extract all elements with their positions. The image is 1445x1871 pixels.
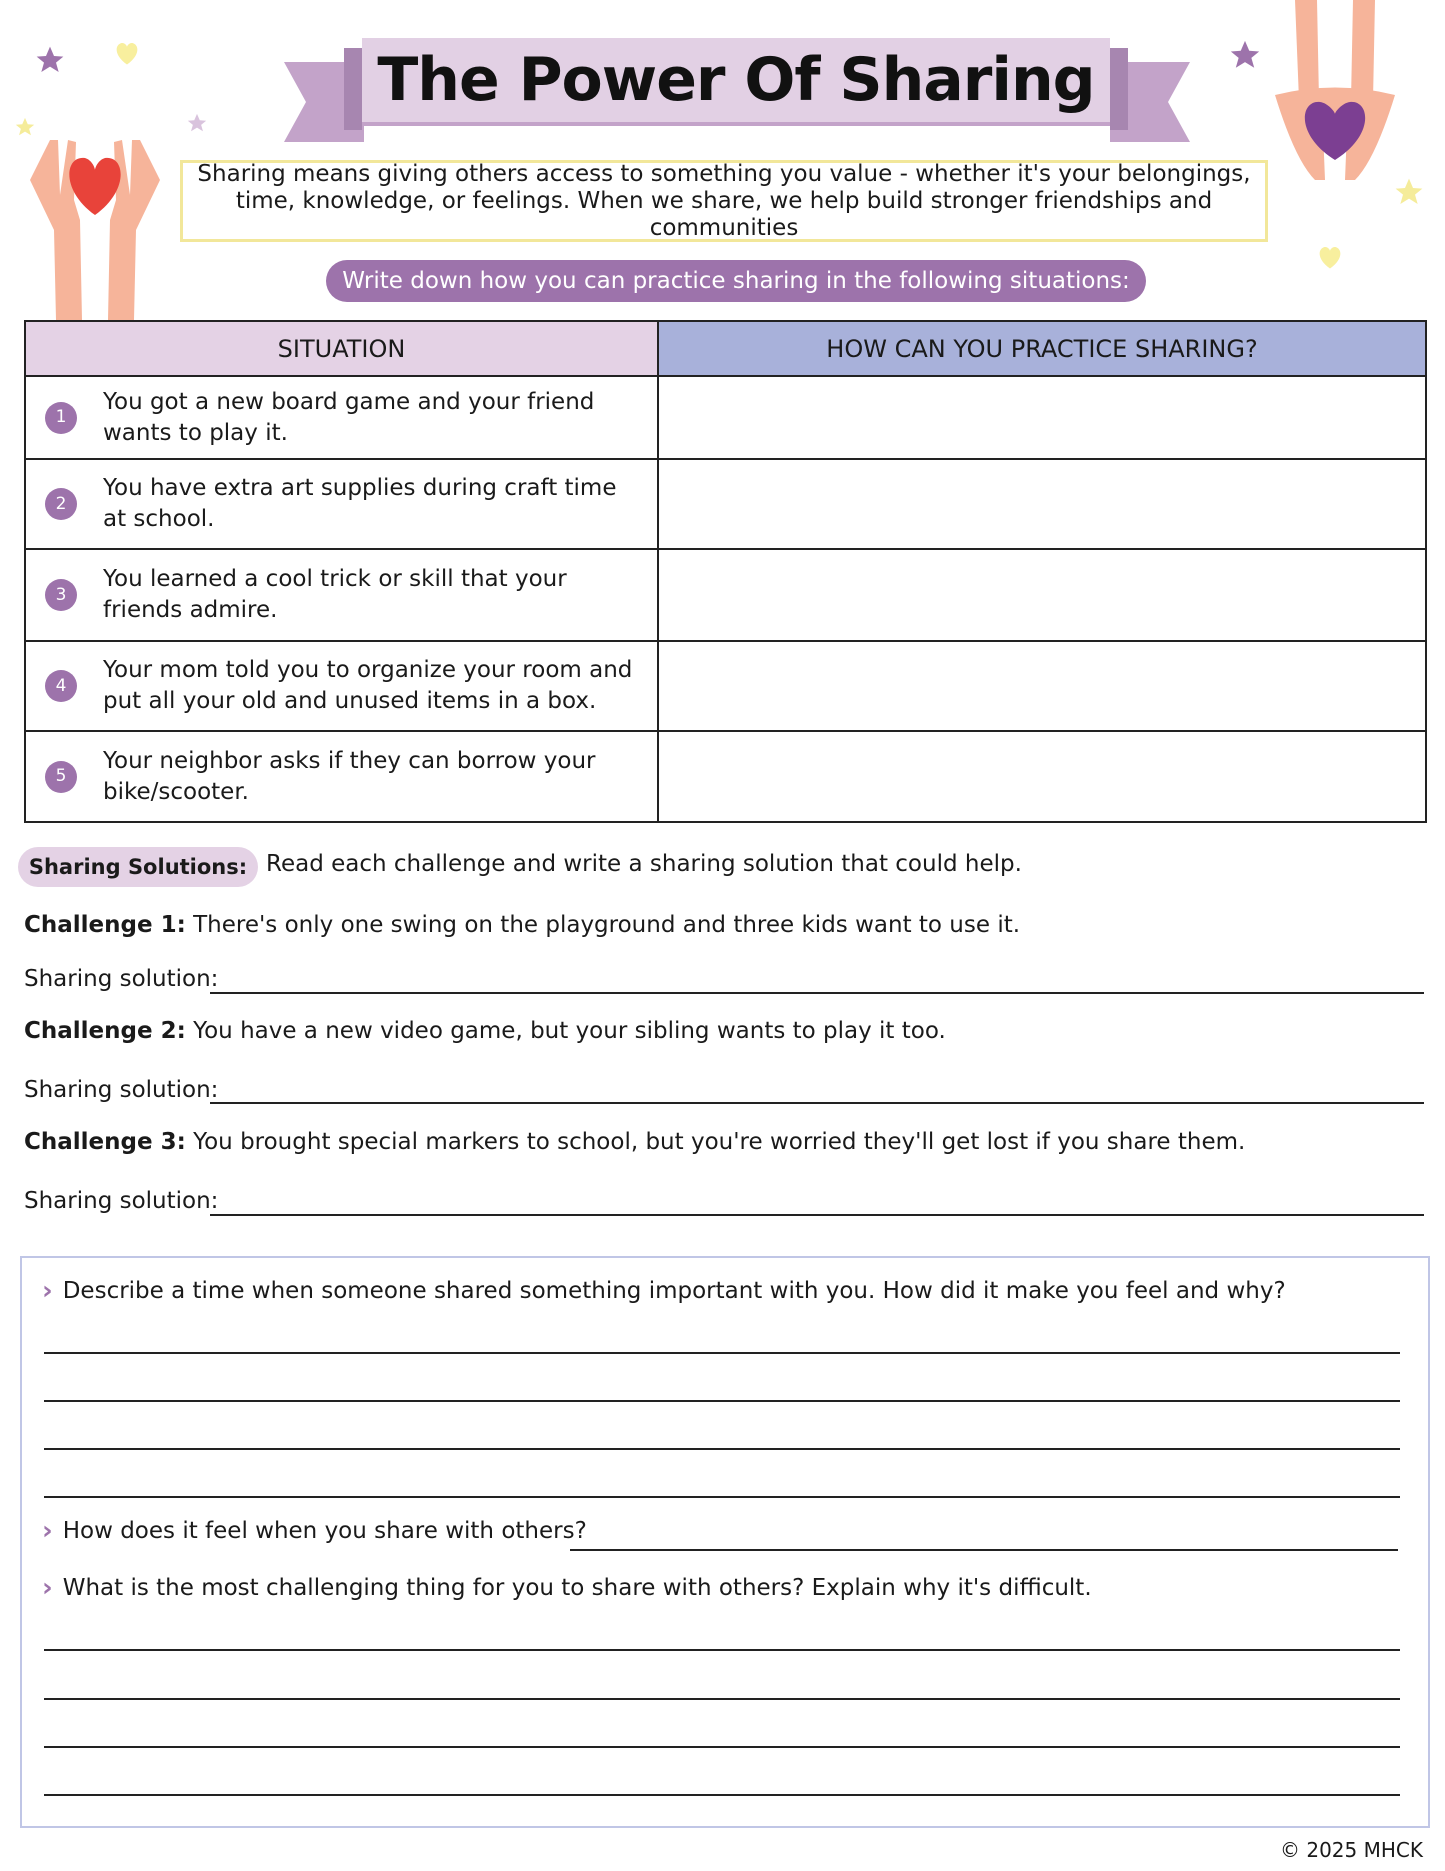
answer-line[interactable] [44, 1649, 1400, 1651]
row-number-badge: 1 [45, 402, 77, 434]
answer-cell[interactable] [658, 376, 1426, 459]
heart-icon [1315, 242, 1345, 270]
challenge-label: Challenge 1: [24, 912, 186, 938]
challenge-1 [24, 912, 1020, 938]
situation-text: You have extra art supplies during craft time at school. [103, 475, 617, 532]
ribbon-fold-left [344, 48, 362, 130]
situation-text: Your mom told you to organize your room and put all your old and unused items in a box. [103, 657, 633, 714]
heart-icon [112, 38, 142, 66]
solution-3-answer-line[interactable] [210, 1214, 1424, 1216]
reflection-question-2 [42, 1516, 587, 1546]
copyright-footer: © 2025 MHCK [1280, 1838, 1423, 1862]
ribbon-fold-right [1110, 48, 1128, 130]
instruction-pill: Write down how you can practice sharing in the following situations: [326, 260, 1146, 302]
reflection-question-3 [42, 1573, 1092, 1603]
answer-cell[interactable] [658, 641, 1426, 731]
challenge-text: You have a new video game, but your sibling wants to play it too. [193, 1018, 946, 1044]
star-icon [14, 116, 36, 138]
table-row [25, 641, 1426, 731]
sharing-solutions-instruction: Read each challenge and write a sharing solution that could help. [266, 851, 1022, 877]
situations-table [24, 320, 1427, 823]
answer-line[interactable] [44, 1746, 1400, 1748]
challenge-label: Challenge 3: [24, 1129, 186, 1155]
row-number-badge: 5 [45, 761, 77, 793]
answer-line[interactable] [44, 1496, 1400, 1498]
intro-text: Sharing means giving others access to something you value - whether it's your belongings, time, knowledge, or feelings. When we share, we help build stronger friendships and communities [180, 160, 1268, 242]
question-text: What is the most challenging thing for you to share with others? Explain why it's difficult. [62, 1575, 1092, 1601]
solution-1-answer-line[interactable] [210, 992, 1424, 994]
header-how-to-share: HOW CAN YOU PRACTICE SHARING? [658, 321, 1426, 376]
hands-with-heart-right-illustration [1255, 0, 1415, 195]
chevron-right-icon: › [42, 1573, 53, 1603]
star-icon [1228, 38, 1262, 72]
row-number-badge: 4 [45, 670, 77, 702]
answer-line[interactable] [570, 1549, 1398, 1551]
table-row [25, 459, 1426, 549]
table-row [25, 549, 1426, 641]
answer-line[interactable] [44, 1352, 1400, 1354]
challenge-3 [24, 1129, 1245, 1155]
solution-label: Sharing solution: [24, 1188, 219, 1214]
star-icon [1393, 176, 1425, 208]
challenge-label: Challenge 2: [24, 1018, 186, 1044]
row-number-badge: 2 [45, 488, 77, 520]
challenge-text: There's only one swing on the playground and three kids want to use it. [193, 912, 1021, 938]
row-number-badge: 3 [45, 579, 77, 611]
answer-cell[interactable] [658, 731, 1426, 822]
solution-2-answer-line[interactable] [210, 1102, 1424, 1104]
star-icon [34, 44, 66, 76]
page-title: The Power Of Sharing [377, 45, 1095, 115]
chevron-right-icon: › [42, 1276, 53, 1306]
question-text: How does it feel when you share with others? [62, 1518, 587, 1544]
reflection-question-1 [42, 1276, 1286, 1306]
answer-line[interactable] [44, 1698, 1400, 1700]
answer-line[interactable] [44, 1794, 1400, 1796]
solution-label: Sharing solution: [24, 1077, 219, 1103]
table-row [25, 376, 1426, 459]
challenge-2 [24, 1018, 946, 1044]
question-text: Describe a time when someone shared something important with you. How did it make you feel and why? [62, 1278, 1286, 1304]
hands-with-heart-left-illustration [20, 120, 170, 320]
answer-line[interactable] [44, 1448, 1400, 1450]
situation-text: You learned a cool trick or skill that your friends admire. [103, 566, 567, 623]
answer-cell[interactable] [658, 459, 1426, 549]
sharing-solutions-label: Sharing Solutions: [18, 847, 258, 887]
table-row [25, 731, 1426, 822]
answer-line[interactable] [44, 1400, 1400, 1402]
solution-label: Sharing solution: [24, 966, 219, 992]
star-icon [186, 112, 208, 134]
situation-text: Your neighbor asks if they can borrow your bike/scooter. [103, 747, 596, 805]
answer-cell[interactable] [658, 549, 1426, 641]
title-banner [362, 38, 1110, 122]
challenge-text: You brought special markers to school, but you're worried they'll get lost if you share them. [193, 1129, 1246, 1155]
situation-text: You got a new board game and your friend wants to play it. [103, 388, 595, 446]
header-situation: SITUATION [25, 321, 658, 376]
chevron-right-icon: › [42, 1516, 53, 1546]
